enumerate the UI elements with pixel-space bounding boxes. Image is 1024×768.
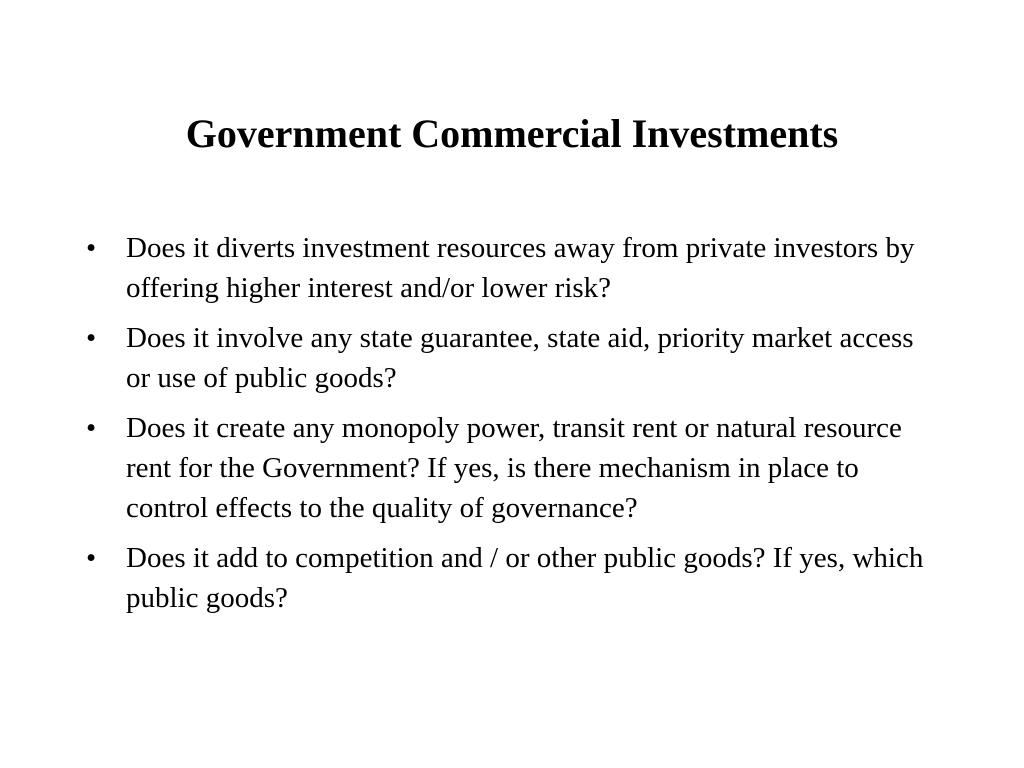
bullet-item	[86, 318, 936, 398]
bullet-item	[86, 538, 936, 618]
bullet-item	[86, 228, 936, 308]
bullet-text: Does it add to competition and / or other public goods? If yes, which public goods?	[126, 542, 924, 614]
bullet-list	[86, 228, 936, 628]
bullet-text: Does it diverts investment resources away from private investors by offering higher interest and/or lower risk?	[126, 232, 915, 304]
bullet-mark: •	[86, 412, 97, 444]
bullet-mark: •	[86, 542, 97, 574]
bullet-text: Does it create any monopoly power, transit rent or natural resource rent for the Government? If yes, is there mechanism in place to control effects to the quality of governance?	[126, 412, 902, 524]
bullet-mark: •	[86, 322, 97, 354]
bullet-text: Does it involve any state guarantee, state aid, priority market access or use of public goods?	[126, 322, 914, 394]
bullet-item	[86, 408, 936, 528]
slide-title: Government Commercial Investments	[185, 111, 839, 156]
bullet-mark: •	[86, 232, 97, 264]
